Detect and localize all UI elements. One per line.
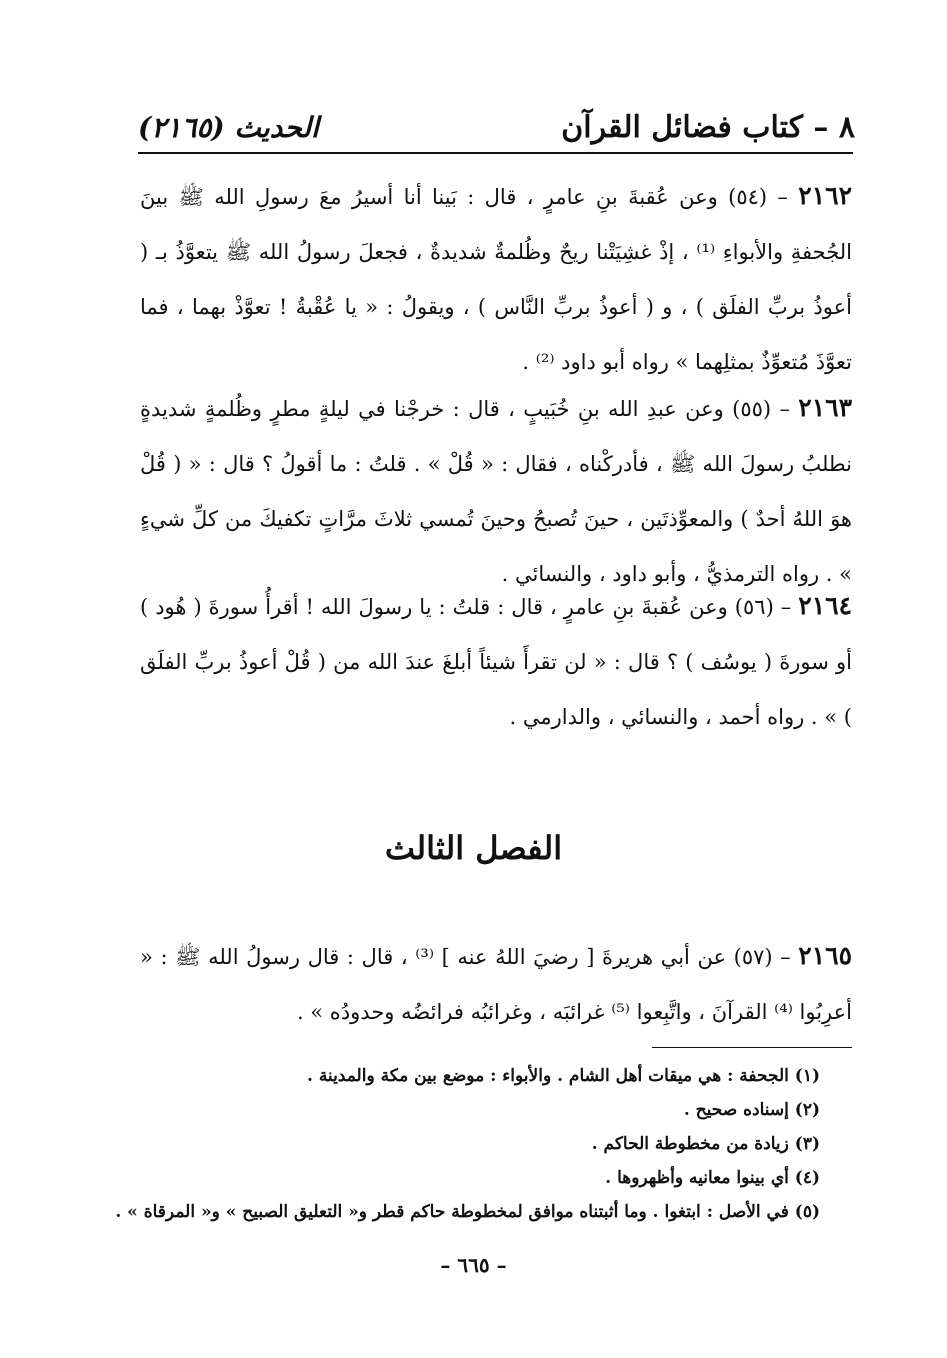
hadith-2165 (140, 928, 852, 1040)
footnote-5: (٥) في الأصل : ابتغوا . وما أثبتناه موافق لمخطوطة حاكم قطر و« التعليق الصبيح » و« المرقاة » . (115, 1202, 820, 1222)
hadith-2164 (140, 578, 852, 745)
hadith-text: – (٥٤) وعن عُقبةَ بنِ عامرٍ ، قال : بَينا أنا أسيرُ معَ رسولِ الله ﷺ بينَ الجُحفةِ والأبواءِ ⁽¹⁾ ، إذْ غشِيَتْنا ريحٌ وظُلمةٌ شديدةٌ ، فجعلَ رسولُ الله ﷺ يتعوَّذُ بـ ( أعوذُ بربِّ الفلَق ) ، و ( أعوذُ بربِّ النَّاس ) ، ويقولُ : « يا عُقْبةُ ! تعوَّذْ بهما ، فما تعوَّذَ مُتعوِّذٌ بمثلِهما » رواه أبو داود ⁽²⁾ . (140, 185, 852, 374)
hadith-2163 (140, 380, 852, 602)
hadith-text: – (٥٦) وعن عُقبةَ بنِ عامرٍ ، قال : قلتُ : يا رسولَ الله ! أقرأُ سورةَ ( هُود ) أو سورةَ ( يوسُف ) ؟ قال : « لن تقرأَ شيئاً أبلغَ عندَ الله من ( قُلْ أعوذُ بربِّ الفلَق ) » . رواه أحمد ، والنسائي ، والدارمي . (140, 595, 852, 729)
section-heading: الفصل الثالث (384, 829, 563, 867)
hadith-text: – (٥٥) وعن عبدِ الله بنِ خُبَيبٍ ، قال : خرجْنا في ليلةٍ مطرٍ وظُلمةٍ شديدةٍ نطلبُ رسولَ الله ﷺ ، فأدركْناه ، فقال : « قُلْ » . قلتُ : ما أقولُ ؟ قال : « ( قُلْ هوَ اللهُ أحدٌ ) والمعوِّذتَين ، حينَ تُصبحُ وحينَ تُمسي ثلاثَ مرَّاتٍ تكفيكَ من كلِّ شيءٍ » . رواه الترمذيُّ ، وأبو داود ، والنسائي . (140, 397, 852, 586)
hadith-number: ٢١٦٤ (798, 591, 852, 620)
footnote-divider (652, 1047, 852, 1048)
hadith-number: ٢١٦٥ (798, 941, 852, 970)
footnote-2: (٢) إسناده صحيح . (683, 1100, 820, 1120)
page-number: – ٦٦٥ – (440, 1253, 507, 1277)
footnote-1: (١) الجحفة : هي ميقات أهل الشام . والأبواء : موضع بين مكة والمدينة . (306, 1066, 820, 1086)
hadith-text: – (٥٧) عن أبي هريرةَ [ رضيَ اللهُ عنه ] ⁽³⁾ ، قال : قال رسولُ الله ﷺ : « أعرِبُوا ⁽⁴⁾ القرآنَ ، واتَّبِعوا ⁽⁵⁾ غرائبَه ، وغرائبُه فرائضُه وحدودُه » . (140, 945, 852, 1024)
hadith-reference: الحديث (٢١٦٥) (138, 111, 319, 144)
hadith-number: ٢١٦٢ (798, 181, 852, 210)
chapter-title: ٨ – كتاب فضائل القرآن (561, 110, 855, 145)
footnote-4: (٤) أي بينوا معانيه وأظهروها . (605, 1168, 820, 1188)
footnote-3: (٣) زيادة من مخطوطة الحاكم . (591, 1134, 820, 1154)
hadith-number: ٢١٦٣ (798, 393, 852, 422)
hadith-2162 (140, 168, 852, 390)
header-divider (138, 152, 853, 154)
footnotes (115, 1059, 820, 1229)
